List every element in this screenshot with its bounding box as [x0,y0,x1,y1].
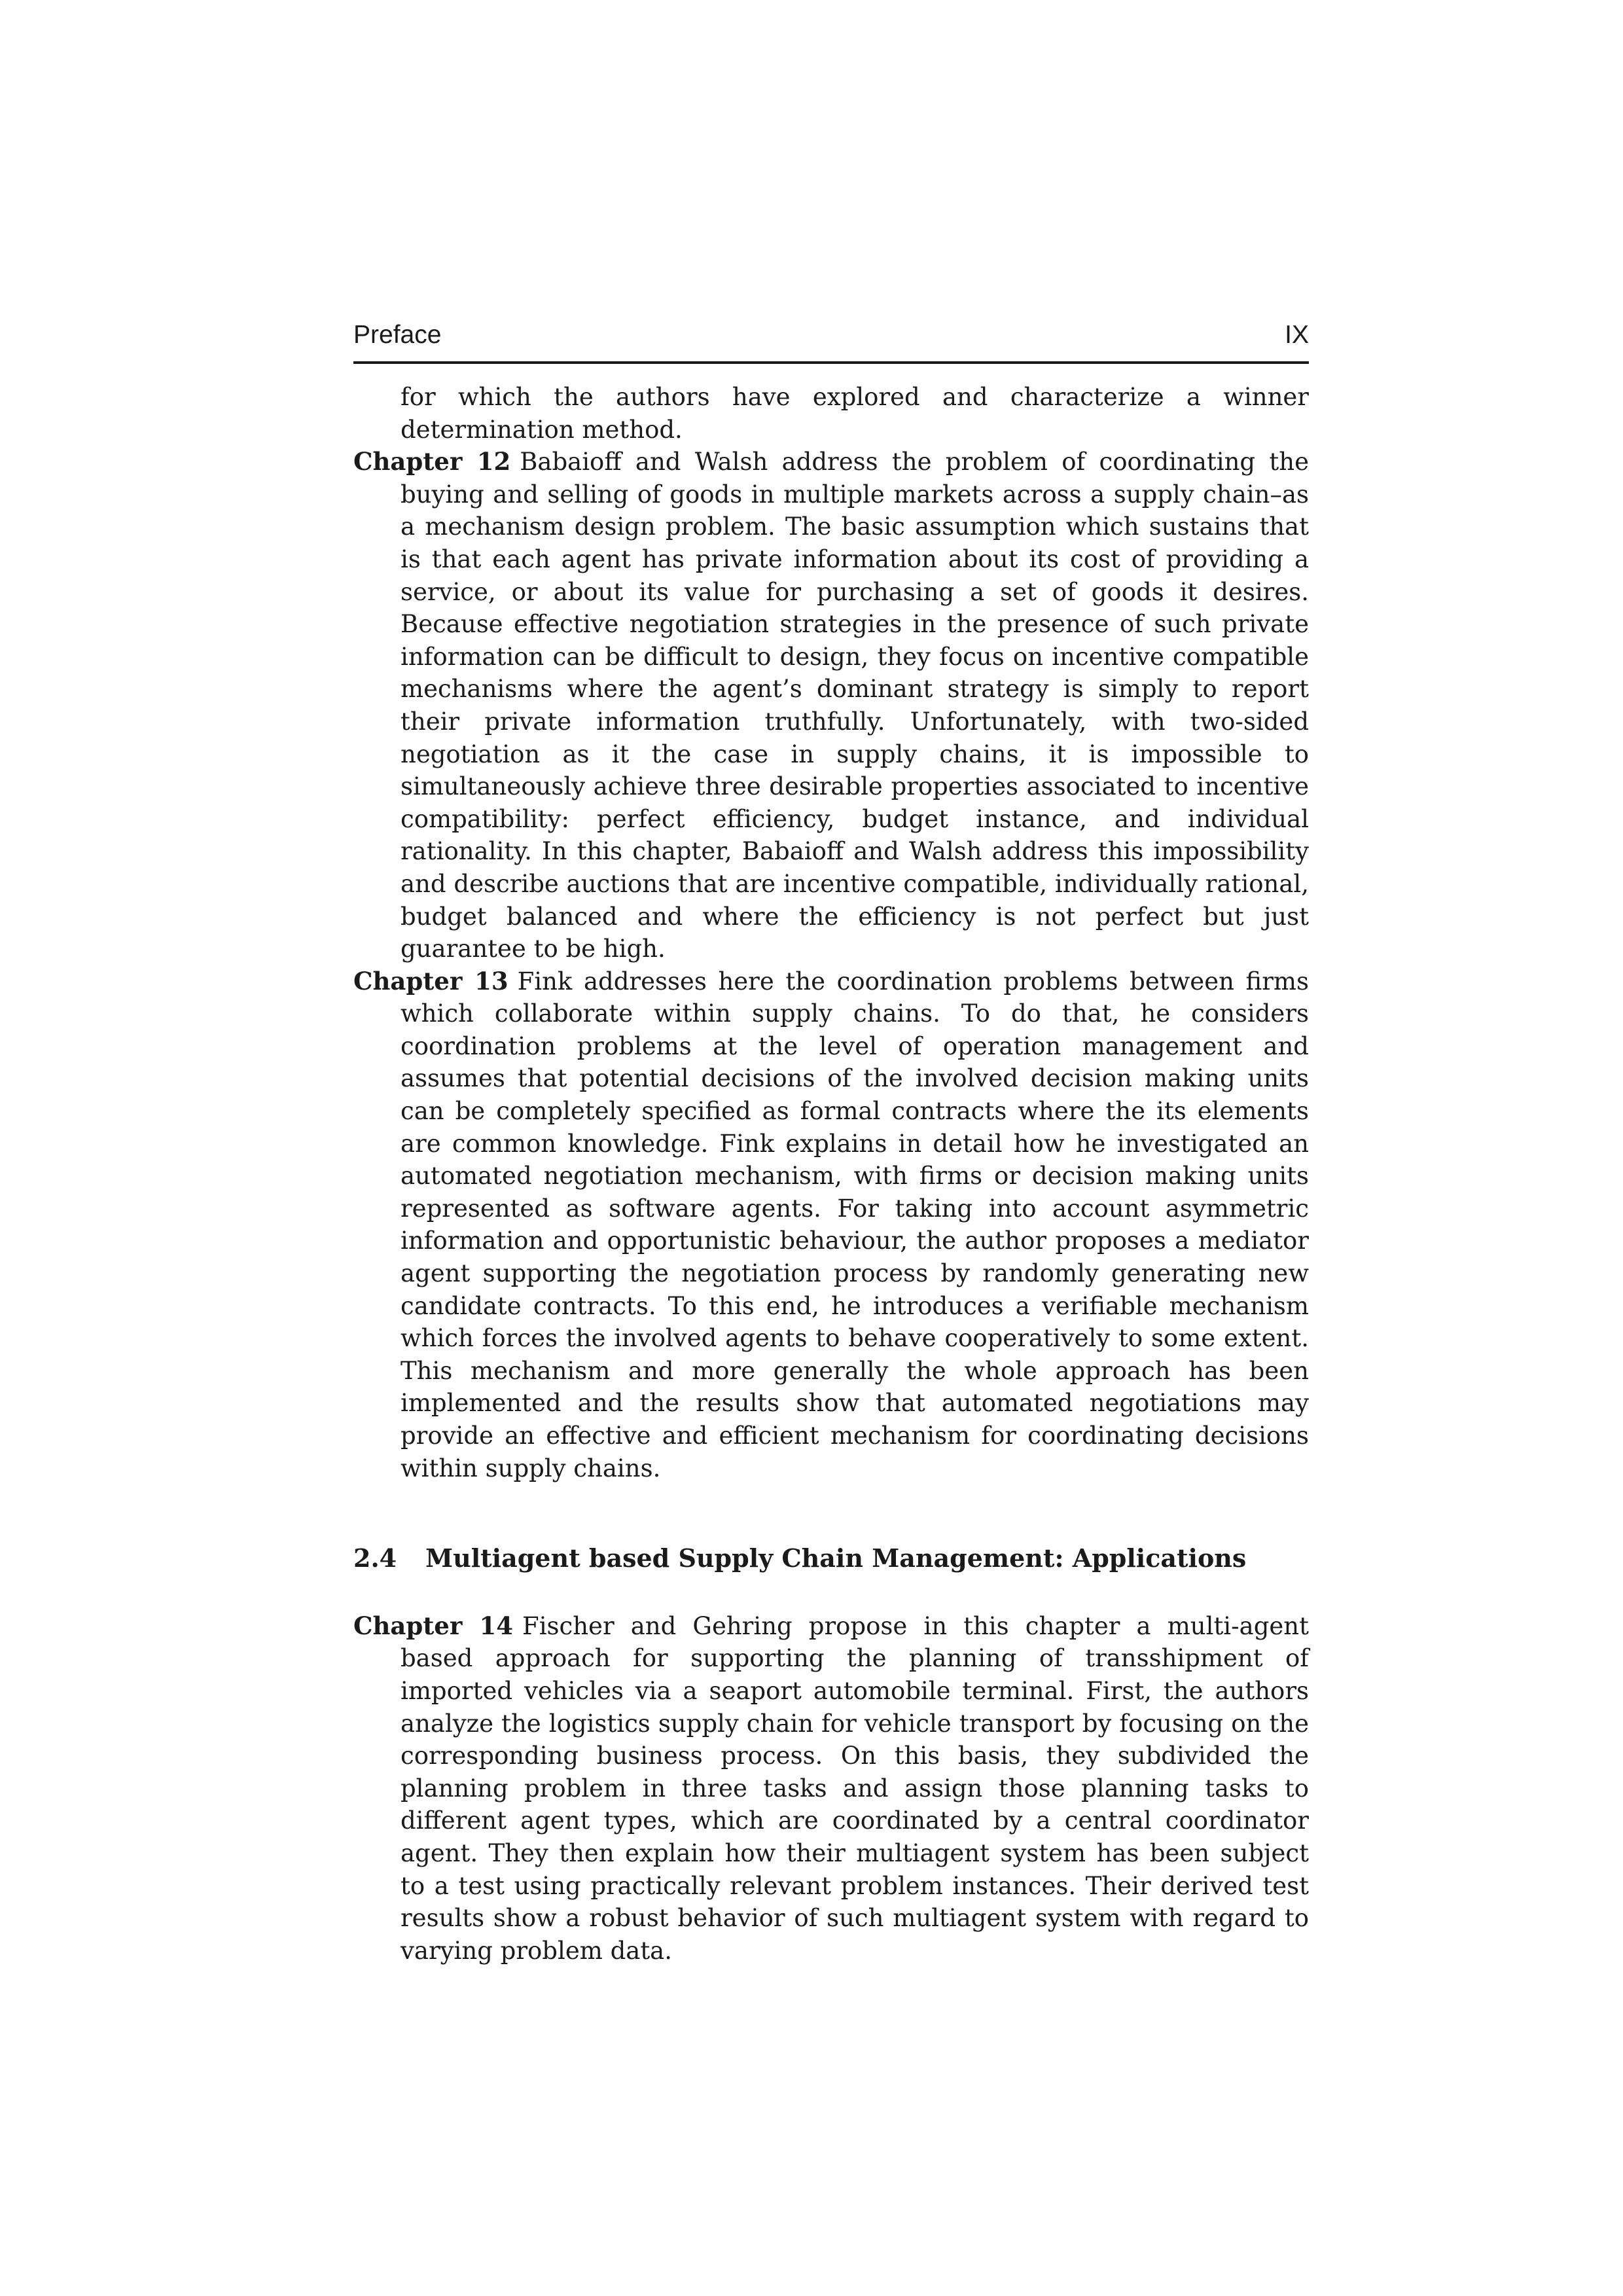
section-title: Multiagent based Supply Chain Management: Applications [425,1543,1247,1573]
section-heading [353,1542,1309,1575]
chapter-label: Chapter 14 [353,1611,514,1640]
chapter-label: Chapter 12 [353,447,511,476]
section-number: 2.4 [353,1543,397,1573]
chapter-label: Chapter 13 [353,966,508,996]
running-head-title: Preface [353,321,442,349]
chapter-text: Fink addresses here the coordination problems between firms which collaborate within supply chains. To do that, he considers coordination problems at the level of operation management and assumes that potential decisions of the involved decision making units can be completely specified as formal contracts where the its elements are common knowledge. Fink explains in detail how he investigated an automated negotiation mechanism, with firms or decision making units represented as software agents. For taking into account asymmetric information and opportunistic behaviour, the author proposes a mediator agent supporting the negotiation process by randomly generating new candidate contracts. To this end, he introduces a verifiable mechanism which forces the involved agents to behave cooperatively to some extent. This mechanism and more generally the whole approach has been implemented and the results show that automated negotiations may provide an effective and efficient mechanism for coordinating decisions within supply chains. [401,967,1309,1482]
page-number: IX [1285,321,1309,349]
chapter-text: Babaioff and Walsh address the problem of coordinating the buying and selling of goods in multiple markets across a supply chain–as a mechanism design problem. The basic assumption which sustains that is that each agent has private information about its cost of providing a service, or about its value for purchasing a set of goods it desires. Because effective negotiation strategies in the presence of such private information can be difficult to design, they focus on incentive compatible mechanisms where the agent’s dominant strategy is simply to report their private information truthfully. Unfortunately, with two-sided negotiation as it the case in supply chains, it is impossible to simultaneously achieve three desirable properties associated to incentive compatibility: perfect efficiency, budget instance, and individual rationality. In this chapter, Babaioff and Walsh address this impossibility and describe auctions that are incentive compatible, individually rational, budget balanced and where the efficiency is not perfect but just guarantee to be high. [401,448,1309,963]
document-page [353,321,1309,1967]
chapter-text: Fischer and Gehring propose in this chapter a multi-agent based approach for supporting the planning of transshipment of imported vehicles via a seaport automobile terminal. First, the authors analyze the logistics supply chain for vehicle transport by focusing on the corresponding business process. On this basis, they subdivided the planning problem in three tasks and assign those planning tasks to different agent types, which are coordinated by a central coordinator agent. They then explain how their multiagent system has been subject to a test using practically relevant problem instances. Their derived test results show a robust behavior of such multiagent system with regard to varying problem data. [401,1611,1309,1965]
chapter-entry-14 [353,1610,1309,1967]
body-text [353,381,1309,1967]
chapter-entry-12 [353,446,1309,965]
running-head [353,321,1309,364]
chapter-entry-13 [353,965,1309,1485]
continuation-paragraph: for which the authors have explored and characterize a winner determination method. [401,383,1309,444]
